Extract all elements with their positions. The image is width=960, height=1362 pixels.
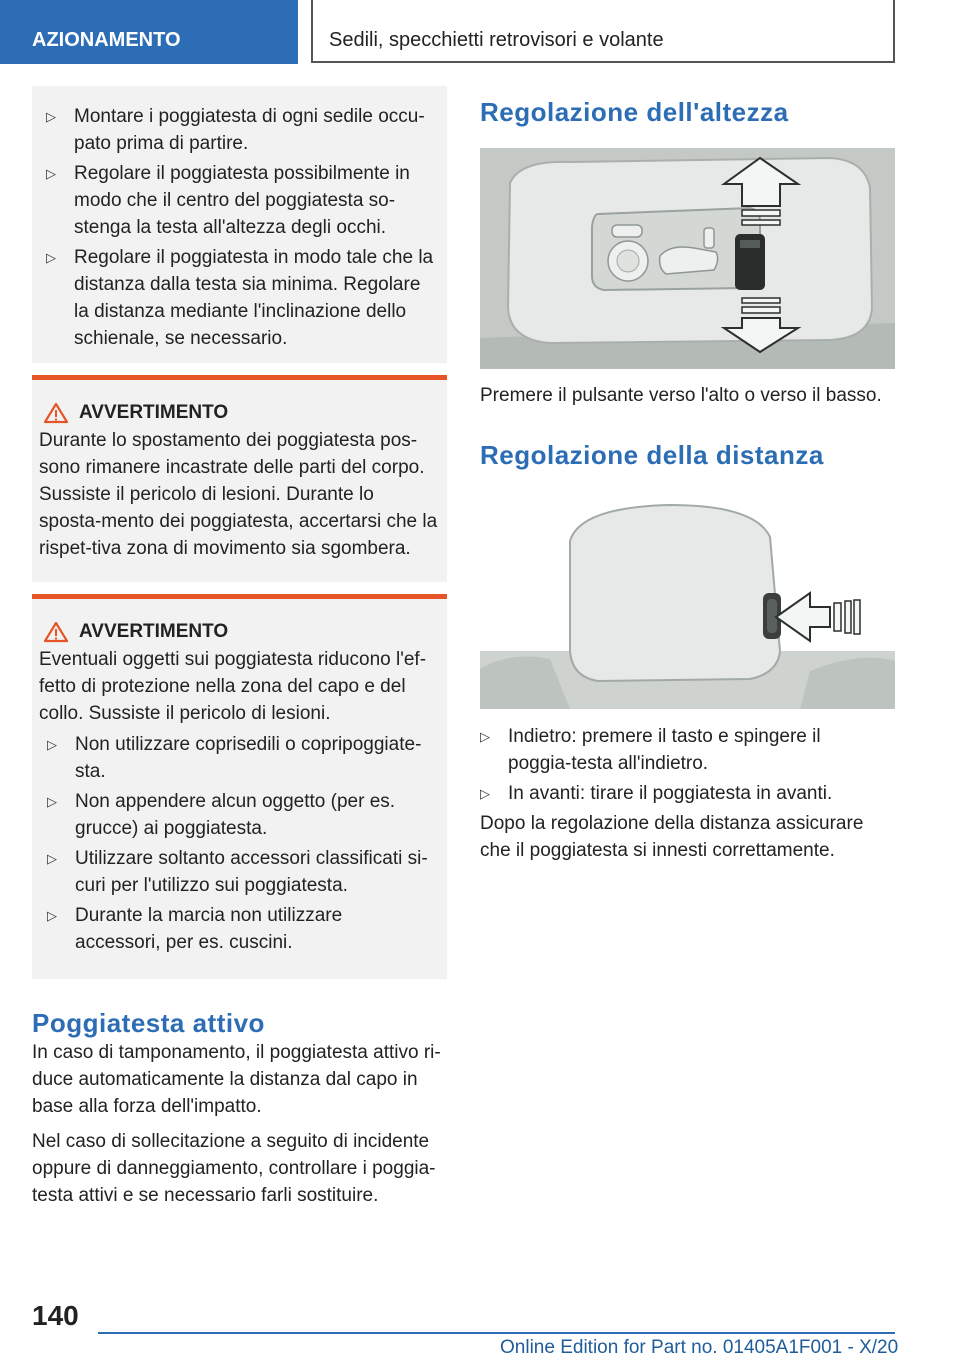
section-heading-height: Regolazione dell'altezza xyxy=(480,97,789,127)
figure-caption: Premere il pulsante verso l'alto o verso il basso. xyxy=(480,385,882,406)
warning-bullet-list xyxy=(39,731,441,956)
body-paragraph: Nel caso di sollecitazione a seguito di incidente oppure di danneggiamento, controllare i poggia-testa attivi e se necessario farli sostituire. xyxy=(32,1131,436,1206)
triangle-right-icon: ▷ xyxy=(46,250,56,265)
triangle-right-icon: ▷ xyxy=(480,729,490,744)
intro-bullet-list xyxy=(32,103,447,352)
warning-heading xyxy=(39,621,441,643)
footer-divider xyxy=(98,1332,895,1334)
list-item: ▷ Indietro: premere il tasto e spingere il poggia-testa all'indietro. xyxy=(480,723,895,777)
triangle-right-icon: ▷ xyxy=(47,737,57,752)
headrest-figure xyxy=(480,501,895,709)
distance-bullet-list xyxy=(480,723,895,807)
right-column xyxy=(480,96,895,864)
body-paragraph: Dopo la regolazione della distanza assicurare che il poggiatesta si innesti correttamente. xyxy=(480,813,864,861)
triangle-right-icon: ▷ xyxy=(46,109,56,124)
warning-box-2 xyxy=(32,594,447,979)
chapter-title: Sedili, specchietti retrovisori e volante xyxy=(329,29,664,51)
left-column xyxy=(32,86,447,1209)
list-item: ▷ Durante la marcia non utilizzare accessori, per es. cuscini. xyxy=(39,902,441,956)
body-paragraph: In caso di tamponamento, il poggiatesta attivo ri-duce automaticamente la distanza dal capo in base alla forza dell'impatto. xyxy=(32,1042,441,1117)
triangle-right-icon: ▷ xyxy=(480,786,490,801)
footer-edition: Online Edition for Part no. 01405A1F001 - X/20 xyxy=(500,1337,899,1358)
warning-heading xyxy=(39,402,441,424)
warning-text: Eventuali oggetti sui poggiatesta riducono l'ef-fetto di protezione nella zona del capo e del collo. Sussiste il pericolo di lesioni. xyxy=(39,649,427,724)
triangle-right-icon: ▷ xyxy=(47,908,57,923)
intro-box xyxy=(32,86,447,363)
seat-switch-figure xyxy=(480,148,895,369)
list-item: ▷ Montare i poggiatesta di ogni sedile occu-pato prima di partire. xyxy=(32,103,447,157)
list-item: ▷ Regolare il poggiatesta in modo tale che la distanza dalla testa sia minima. Regolare la distanza mediante l'inclinazione dello schienale, se necessario. xyxy=(32,244,447,352)
header-chapter-tab xyxy=(311,0,895,63)
list-item: ▷ In avanti: tirare il poggiatesta in avanti. xyxy=(480,780,895,807)
warning-title: AVVERTIMENTO xyxy=(79,621,229,642)
seat-switch-illustration xyxy=(480,148,895,369)
header-section-tab xyxy=(0,0,298,64)
section-heading-distance: Regolazione della distanza xyxy=(480,440,824,470)
list-item: ▷ Non utilizzare coprisedili o copripoggiate-sta. xyxy=(39,731,441,785)
list-item: ▷ Non appendere alcun oggetto (per es. grucce) ai poggiatesta. xyxy=(39,788,441,842)
triangle-right-icon: ▷ xyxy=(47,851,57,866)
warning-triangle-icon xyxy=(43,621,69,643)
warning-triangle-icon xyxy=(43,402,69,424)
list-item: ▷ Regolare il poggiatesta possibilmente in modo che il centro del poggiatesta so-stenga la testa all'altezza degli occhi. xyxy=(32,160,447,241)
section-title: AZIONAMENTO xyxy=(32,29,181,51)
triangle-right-icon: ▷ xyxy=(46,166,56,181)
page-number: 140 xyxy=(32,1300,79,1331)
section-heading-active: Poggiatesta attivo xyxy=(32,1008,265,1038)
warning-title: AVVERTIMENTO xyxy=(79,402,229,423)
list-item: ▷ Utilizzare soltanto accessori classificati si-curi per l'utilizzo sui poggiatesta. xyxy=(39,845,441,899)
headrest-illustration xyxy=(480,501,895,709)
warning-box-1 xyxy=(32,375,447,582)
warning-text: Durante lo spostamento dei poggiatesta pos-sono rimanere incastrate delle parti del corpo. Sussiste il pericolo di lesioni. Durante lo sposta-mento dei poggiatesta, accertarsi che la rispet-tiva zona di movimento sia sgombera. xyxy=(39,430,438,559)
triangle-right-icon: ▷ xyxy=(47,794,57,809)
